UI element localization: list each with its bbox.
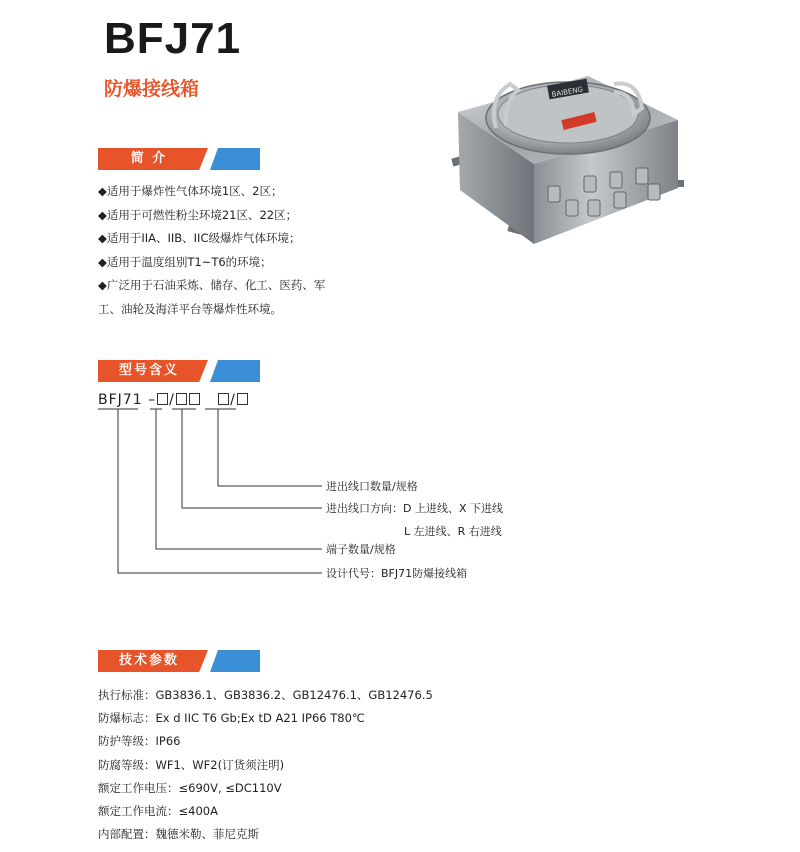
direction-label: 进出线口方向：D 上进线、X 下进线 <box>326 502 503 515</box>
list-item: ◆适用于可燃性粉尘环境21区、22区； <box>98 207 298 222</box>
specs-list <box>98 684 433 846</box>
terminals-label: 端子数量/规格 <box>326 543 396 556</box>
svg-text:BAIBENG: BAIBENG <box>551 85 584 99</box>
direction-label-2: L 左进线、R 右进线 <box>404 525 502 538</box>
product-title: BFJ71 <box>104 14 242 63</box>
list-item: ◆广泛用于石油采炼、储存、化工、医药、军 <box>98 278 326 292</box>
list-item: 额定工作电压：≤690V, ≤DC110V <box>98 780 282 795</box>
list-item: 执行标准：GB3836.1、GB3836.2、GB12476.1、GB12476.5 <box>98 688 433 702</box>
list-item: 防爆标志：Ex d IIC T6 Gb;Ex tD A21 IP66 T80℃ <box>98 711 365 726</box>
design-label: 设计代号：BFJ71防爆接线箱 <box>326 567 468 580</box>
list-item: 内部配置：魏德米勒、菲尼克斯 <box>98 827 259 842</box>
list-item: ◆适用于爆炸性气体环境1区、2区； <box>98 184 283 198</box>
specs-heading: 技术参数 <box>98 650 268 672</box>
product-subtitle: 防爆接线箱 <box>104 78 200 100</box>
model-heading: 型号含义 <box>98 360 268 382</box>
list-item: ◆适用于IIA、IIB、IIC级爆炸气体环境； <box>98 231 301 245</box>
model-code: BFJ71 – / / <box>98 392 249 408</box>
list-item: 防护等级：IP66 <box>98 734 181 749</box>
list-item: 额定工作电流：≤400A <box>98 804 218 819</box>
intro-heading: 简 介 <box>98 148 268 170</box>
list-item: 工、油轮及海洋平台等爆炸性环境。 <box>98 301 282 316</box>
list-item: 防腐等级：WF1、WF2(订货须注明) <box>98 757 285 772</box>
ports-label: 进出线口数量/规格 <box>326 480 418 493</box>
list-item: ◆适用于温度组别T1~T6的环境； <box>98 254 272 269</box>
